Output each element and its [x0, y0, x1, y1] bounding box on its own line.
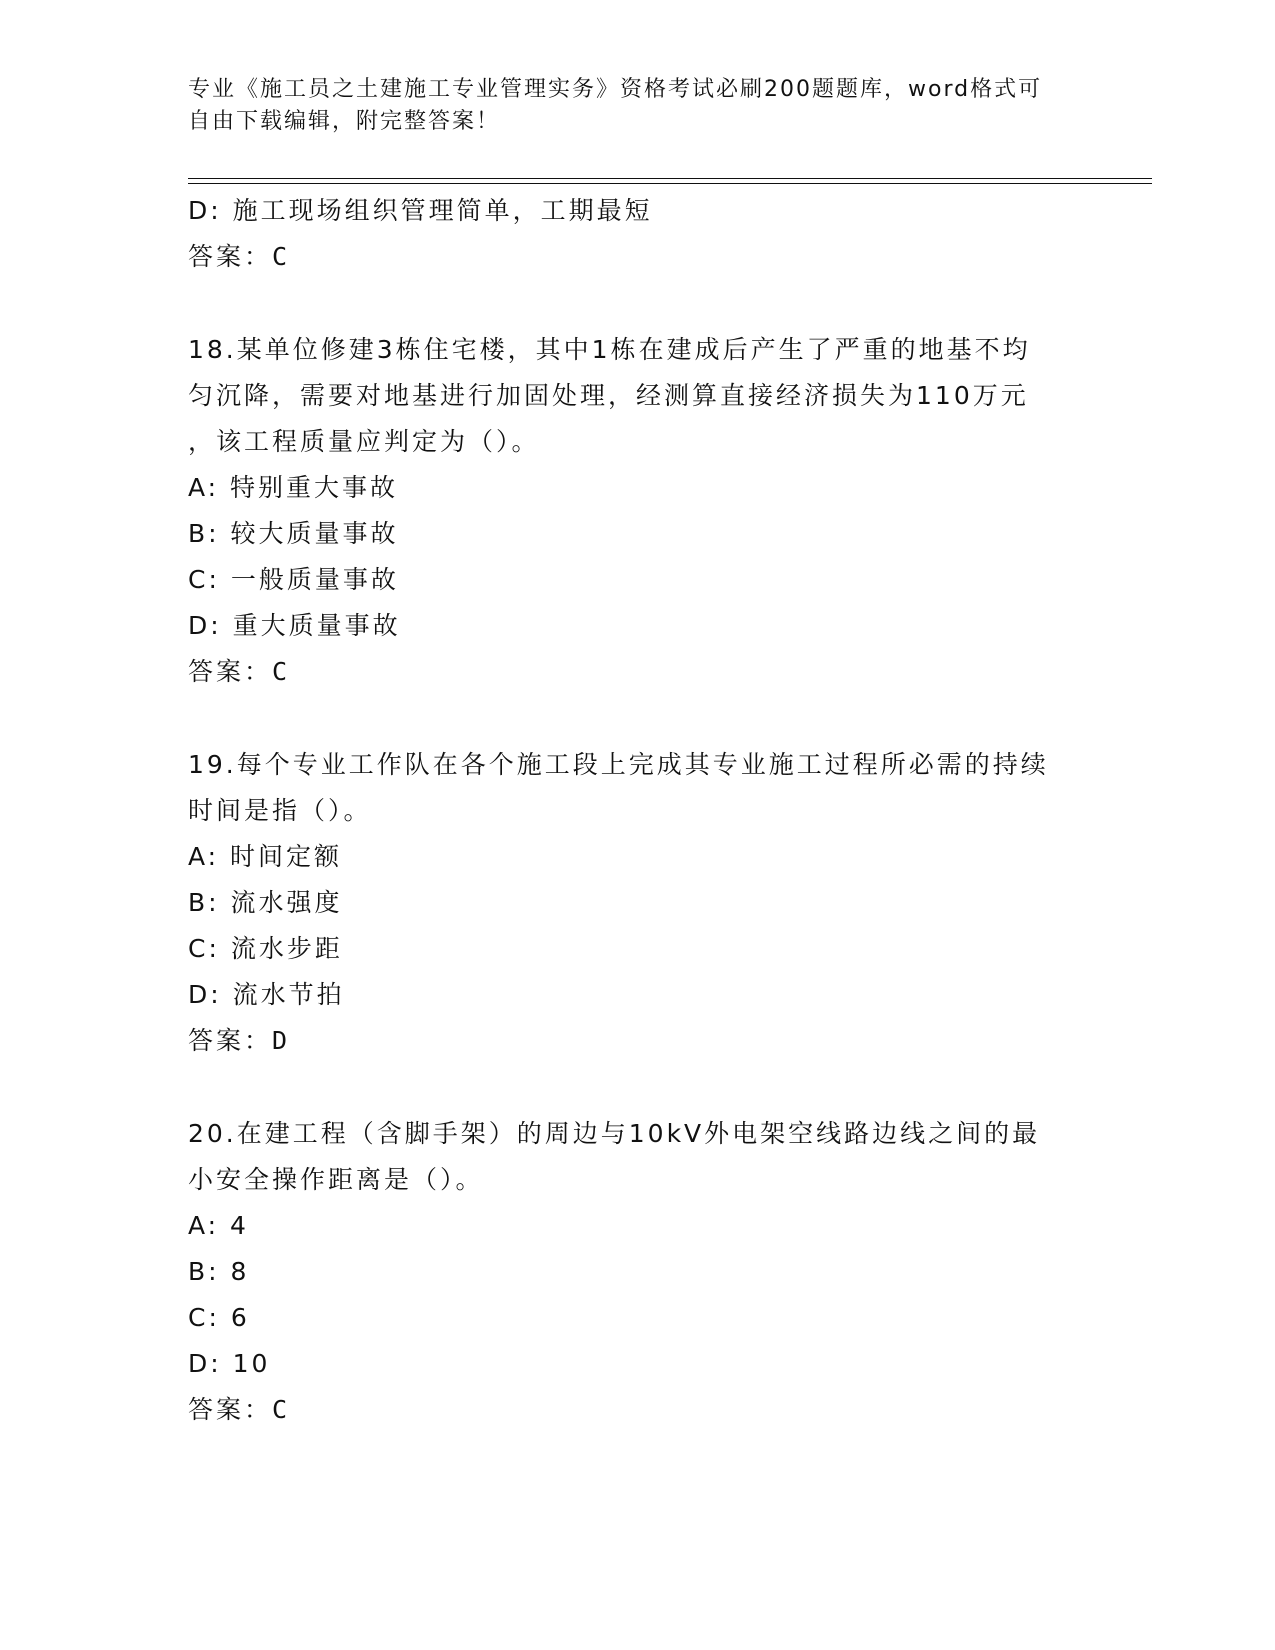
document-body	[188, 188, 1088, 1433]
answer-line	[188, 234, 1088, 280]
question-20	[188, 1111, 1088, 1433]
option-d: D: 重大质量事故	[188, 611, 401, 640]
answer-line	[188, 649, 1088, 695]
question-stem-line: 时间是指（）。	[188, 796, 372, 825]
question-18	[188, 327, 1088, 695]
option-a: A: 时间定额	[188, 842, 343, 871]
answer-label: 答案：	[188, 1395, 273, 1424]
answer-label: 答案：	[188, 657, 273, 686]
option-b: B: 流水强度	[188, 888, 343, 917]
option-d: D: 施工现场组织管理简单，工期最短	[188, 196, 653, 225]
header-divider-bottom	[188, 183, 1152, 184]
question-stem-line: 18.某单位修建3栋住宅楼，其中1栋在建成后产生了严重的地基不均	[188, 335, 1031, 364]
header-text-line-1: 专业《施工员之土建施工专业管理实务》资格考试必刷200题题库，word格式可	[188, 77, 1043, 102]
question-stem-line: ，该工程质量应判定为（）。	[188, 427, 540, 456]
answer-label: 答案：	[188, 1026, 273, 1055]
question-stem-line: 小安全操作距离是（）。	[188, 1165, 484, 1194]
header-divider-top	[188, 178, 1152, 179]
question-19	[188, 742, 1088, 1064]
option-c: C: 一般质量事故	[188, 565, 399, 594]
header-text-line-2: 自由下载编辑，附完整答案！	[188, 109, 501, 134]
answer-line	[188, 1018, 1088, 1064]
option-a: A: 4	[188, 1211, 249, 1240]
option-b: B: 较大质量事故	[188, 519, 399, 548]
question-spacer	[188, 1064, 1088, 1111]
answer-value: C	[272, 242, 291, 271]
option-b: B: 8	[188, 1257, 250, 1286]
question-spacer	[188, 280, 1088, 327]
answer-value: D	[272, 1026, 291, 1055]
answer-line	[188, 1387, 1088, 1433]
document-header	[188, 74, 1068, 138]
option-c: C: 流水步距	[188, 934, 343, 963]
question-stem-line: 20.在建工程（含脚手架）的周边与10kV外电架空线路边线之间的最	[188, 1119, 1041, 1148]
question-spacer	[188, 695, 1088, 742]
answer-value: C	[272, 657, 291, 686]
answer-value: C	[272, 1395, 291, 1424]
option-c: C: 6	[188, 1303, 250, 1332]
answer-label: 答案：	[188, 242, 273, 271]
option-d: D: 10	[188, 1349, 271, 1378]
question-stem-line: 匀沉降，需要对地基进行加固处理，经测算直接经济损失为110万元	[188, 381, 1029, 410]
question-stem-line: 19.每个专业工作队在各个施工段上完成其专业施工过程所必需的持续	[188, 750, 1049, 779]
option-a: A: 特别重大事故	[188, 473, 399, 502]
previous-question-tail	[188, 188, 1088, 280]
option-d: D: 流水节拍	[188, 980, 345, 1009]
